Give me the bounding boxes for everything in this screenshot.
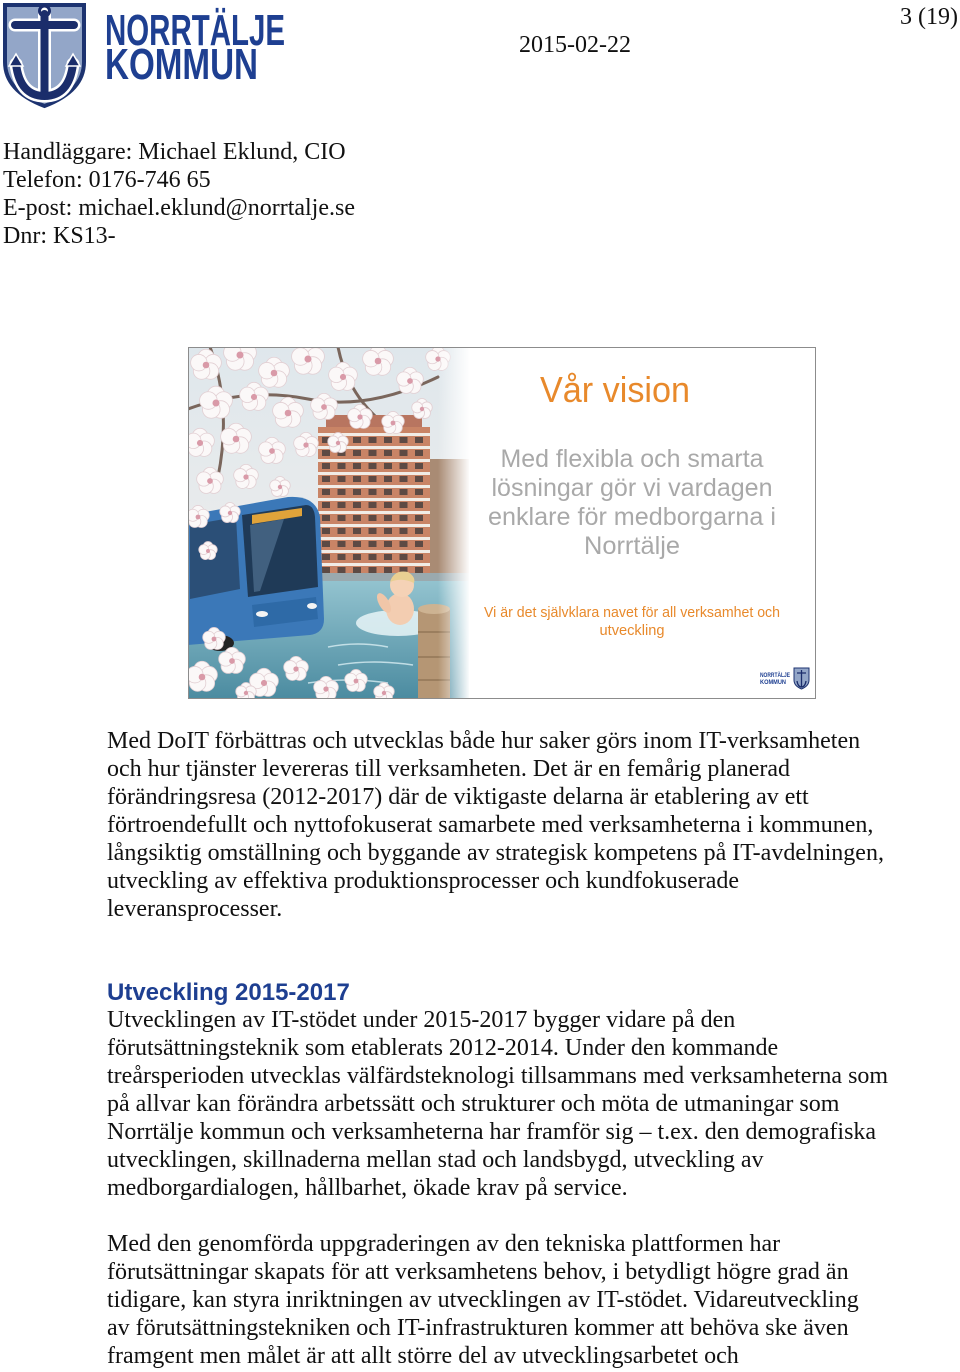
blossom-center bbox=[271, 370, 278, 377]
intro-paragraph bbox=[107, 727, 884, 923]
section-paragraph-1 bbox=[107, 1006, 888, 1202]
building-window bbox=[400, 437, 408, 443]
building-window bbox=[353, 489, 361, 495]
paragraph-line: Med DoIT förbättras och utvecklas både hur saker görs inom IT-verksamheten bbox=[107, 728, 861, 754]
building-window bbox=[415, 463, 423, 469]
building-window bbox=[322, 515, 330, 521]
building-window bbox=[384, 554, 392, 560]
blossom-center bbox=[278, 485, 282, 489]
blossom-center bbox=[228, 511, 232, 515]
paragraph-line: medborgardialogen, hållbarhet, ökade krav på service. bbox=[107, 1175, 628, 1201]
blossom-center bbox=[203, 362, 210, 369]
building-window bbox=[400, 502, 408, 508]
building-window bbox=[322, 554, 330, 560]
photo-edge-fade bbox=[438, 347, 470, 699]
section-paragraph-2 bbox=[107, 1230, 859, 1370]
building-window bbox=[353, 515, 361, 521]
logo-wordmark-line1: NORRTÄLJE bbox=[105, 6, 285, 55]
balcony-strip bbox=[318, 537, 430, 540]
handler-line: Handläggare: Michael Eklund, CIO bbox=[3, 139, 346, 165]
blossom-center bbox=[212, 637, 217, 642]
building-window bbox=[369, 489, 377, 495]
building-window bbox=[384, 502, 392, 508]
statement-line: Norrtälje bbox=[584, 532, 680, 560]
building-window bbox=[400, 541, 408, 547]
headlight bbox=[307, 603, 317, 609]
building-window bbox=[400, 463, 408, 469]
building-window bbox=[369, 567, 377, 573]
building-window bbox=[353, 554, 361, 560]
building-window bbox=[369, 515, 377, 521]
email-line: E-post: michael.eklund@norrtalje.se bbox=[3, 195, 355, 221]
building-window bbox=[369, 450, 377, 456]
building-window bbox=[384, 476, 392, 482]
blossom-center bbox=[236, 351, 243, 358]
building-window bbox=[415, 528, 423, 534]
blossom-center bbox=[304, 355, 311, 362]
building-window bbox=[322, 450, 330, 456]
building-window bbox=[415, 515, 423, 521]
headlight bbox=[256, 611, 268, 617]
blossom-center bbox=[199, 674, 206, 681]
blossom-center bbox=[206, 549, 210, 553]
blossom-center bbox=[233, 436, 240, 443]
building-window bbox=[353, 528, 361, 534]
paragraph-line: förutsättningar skapats för att verksamhetens behov, i betydligt högre grad än bbox=[107, 1259, 849, 1285]
building-roof bbox=[326, 415, 422, 429]
slide-logo-line1: NORRTÄLJE bbox=[760, 672, 800, 679]
building-window bbox=[384, 437, 392, 443]
blossom-center bbox=[323, 686, 328, 691]
building-window bbox=[400, 515, 408, 521]
bus bbox=[188, 497, 324, 651]
slide-logo bbox=[760, 668, 809, 689]
blossom-center bbox=[336, 441, 340, 445]
paragraph-line: utvecklingen, skillnaderna mellan stad och landsbygd, utveckling av bbox=[107, 1147, 764, 1173]
blossom-center bbox=[243, 474, 248, 479]
building-window bbox=[338, 554, 346, 560]
collage-photo bbox=[188, 347, 470, 699]
contact-block bbox=[3, 138, 355, 250]
page-number: 3 (19) bbox=[900, 4, 958, 30]
blossom-center bbox=[244, 691, 248, 695]
building-window bbox=[369, 463, 377, 469]
building-window bbox=[415, 437, 423, 443]
building-window bbox=[322, 502, 330, 508]
building-window bbox=[400, 489, 408, 495]
building-window bbox=[400, 528, 408, 534]
blossom-center bbox=[212, 399, 219, 406]
building-window bbox=[369, 554, 377, 560]
blossom-center bbox=[293, 666, 298, 671]
building-window bbox=[384, 450, 392, 456]
building-window bbox=[384, 567, 392, 573]
building-window bbox=[369, 528, 377, 534]
building-window bbox=[338, 567, 346, 573]
blossom-center bbox=[357, 414, 362, 419]
building-window bbox=[322, 489, 330, 495]
slide-title: Vår vision bbox=[540, 369, 690, 410]
blossom-center bbox=[303, 442, 308, 447]
norrtalje-kommun-logo bbox=[0, 0, 292, 110]
paragraph-line: Norrtälje kommun och verksamheterna har framför sig – t.ex. den demografiska bbox=[107, 1119, 877, 1145]
paragraph-line: Med den genomförda uppgraderingen av den tekniska plattformen har bbox=[107, 1231, 781, 1257]
building-window bbox=[322, 476, 330, 482]
building-window bbox=[353, 437, 361, 443]
paragraph-line: förtroendefullt och nyttofokuserat samarbete med verksamheterna i kommunen, bbox=[107, 812, 874, 838]
building-window bbox=[384, 489, 392, 495]
building-window bbox=[353, 541, 361, 547]
building-window bbox=[415, 450, 423, 456]
phone-line: Telefon: 0176-746 65 bbox=[3, 167, 211, 193]
blossom-center bbox=[340, 374, 346, 380]
section-heading: Utveckling 2015-2017 bbox=[107, 979, 350, 1006]
blossom-center bbox=[382, 691, 386, 695]
building-window bbox=[384, 515, 392, 521]
tagline-line: Vi är det självklara navet för all verksamhet och bbox=[484, 604, 780, 621]
paragraph-line: på allvar kan förändra arbetssätt och strukturer och möta de utmaningar som bbox=[107, 1091, 840, 1117]
paragraph-line: utveckling av effektiva produktionsprocesser och kundfokuserade bbox=[107, 868, 740, 894]
building-window bbox=[353, 450, 361, 456]
paragraph-line: Utvecklingen av IT-stödet under 2015-2017 bygger vidare på den bbox=[107, 1007, 736, 1033]
building-window bbox=[353, 463, 361, 469]
vision-slide bbox=[188, 347, 816, 699]
paragraph-line: förändringsresa (2012-2017) där de viktigaste delarna är etablering av ett bbox=[107, 784, 809, 810]
blossom-center bbox=[321, 404, 327, 410]
building-window bbox=[415, 567, 423, 573]
building-window bbox=[400, 554, 408, 560]
blossom-center bbox=[197, 440, 203, 446]
statement-line: lösningar gör vi vardagen bbox=[491, 474, 773, 502]
building-window bbox=[338, 476, 346, 482]
blossom-center bbox=[196, 515, 201, 520]
building-window bbox=[384, 541, 392, 547]
blossom-center bbox=[269, 448, 275, 454]
statement-line: enklare för medborgarna i bbox=[488, 503, 776, 531]
building-window bbox=[369, 541, 377, 547]
reference-number-line: Dnr: KS13- bbox=[3, 223, 116, 249]
balcony-strip bbox=[318, 550, 430, 553]
blossom bbox=[224, 347, 257, 370]
building-window bbox=[415, 489, 423, 495]
document-date: 2015-02-22 bbox=[519, 32, 631, 58]
balcony-strip bbox=[318, 498, 430, 501]
building-window bbox=[384, 463, 392, 469]
building-window bbox=[369, 437, 377, 443]
blossom-center bbox=[229, 658, 235, 664]
balcony-strip bbox=[318, 472, 430, 475]
vision-slide-figure bbox=[188, 347, 816, 699]
tagline-line: utveckling bbox=[599, 622, 665, 639]
building-window bbox=[322, 463, 330, 469]
building-window bbox=[415, 541, 423, 547]
paragraph-line: förutsättningsteknik som etablerats 2012-2014. Under den kommande bbox=[107, 1035, 779, 1061]
blossom-center bbox=[261, 680, 267, 686]
slide-logo-line2: KOMMUN bbox=[760, 679, 787, 686]
building-window bbox=[415, 476, 423, 482]
building-window bbox=[338, 463, 346, 469]
paragraph-line: och hur tjänster levereras till verksamheten. Det är en femårig planerad bbox=[107, 756, 791, 782]
building-window bbox=[353, 567, 361, 573]
balcony-strip bbox=[318, 459, 430, 462]
building-window bbox=[415, 502, 423, 508]
blossom-center bbox=[407, 378, 413, 384]
building-window bbox=[338, 515, 346, 521]
building-window bbox=[384, 528, 392, 534]
building-window bbox=[322, 567, 330, 573]
building-window bbox=[415, 554, 423, 560]
building-window bbox=[322, 528, 330, 534]
building-window bbox=[353, 476, 361, 482]
building-window bbox=[322, 541, 330, 547]
paragraph-line: leveransprocesser. bbox=[107, 896, 283, 922]
balcony-strip bbox=[318, 511, 430, 514]
bus-side-windows bbox=[190, 517, 240, 599]
building-window bbox=[338, 502, 346, 508]
building-window bbox=[369, 476, 377, 482]
blossom-center bbox=[207, 478, 213, 484]
blossom-center bbox=[354, 679, 359, 684]
blossom-center bbox=[285, 410, 292, 417]
balcony-strip bbox=[318, 563, 430, 566]
statement-line: Med flexibla och smarta bbox=[500, 445, 764, 473]
building-window bbox=[369, 502, 377, 508]
balcony-strip bbox=[318, 524, 430, 527]
blossom-center bbox=[375, 358, 382, 365]
balcony-strip bbox=[318, 485, 430, 488]
paragraph-line: tidigare, kan styra inriktningen av utvecklingen av IT-stödet. Vidareutveckling bbox=[107, 1287, 859, 1313]
blossom-center bbox=[251, 394, 257, 400]
blossom-center bbox=[391, 421, 396, 426]
blossom bbox=[363, 347, 394, 375]
paragraph-line: treårsperioden utvecklas välfärdsteknologi tillsammans med verksamheterna som bbox=[107, 1063, 889, 1089]
paragraph-line: långsiktig omställning och byggande av strategisk kompetens på IT-avdelningen, bbox=[107, 840, 884, 866]
paragraph-line: framgent men målet är att allt större del av utvecklingsarbetet och bbox=[107, 1343, 739, 1369]
blossom bbox=[292, 347, 325, 374]
building-window bbox=[338, 541, 346, 547]
building-window bbox=[400, 476, 408, 482]
building-window bbox=[353, 502, 361, 508]
paragraph-line: av förutsättningstekniken och IT-infrastrukturen kommer att behöva ske även bbox=[107, 1315, 849, 1341]
building-window bbox=[338, 528, 346, 534]
blossom-center bbox=[420, 407, 424, 411]
logo-wordmark-line2: KOMMUN bbox=[105, 40, 258, 89]
building-window bbox=[400, 450, 408, 456]
building-window bbox=[338, 489, 346, 495]
